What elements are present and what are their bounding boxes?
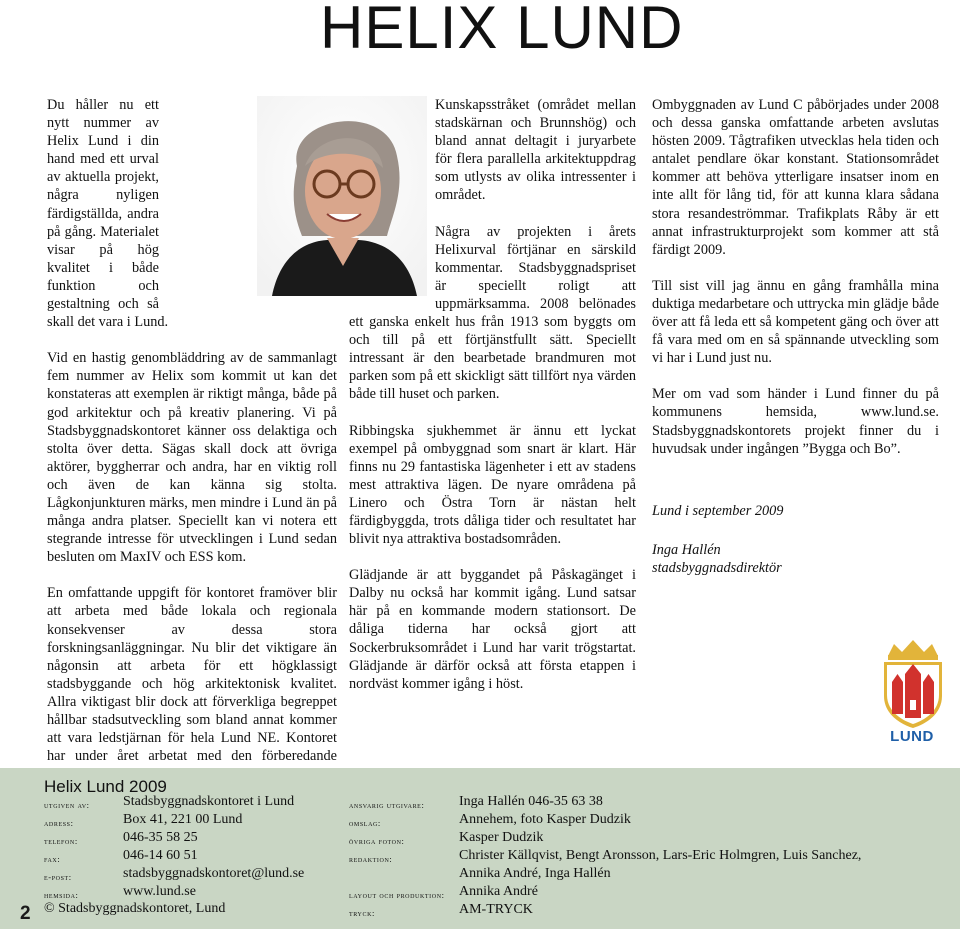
- paragraph: Kunskapsstråket (området mellan stadskärnan och Brunnshög) och bland annat deltagit i juryarbete för flera parallella arkitektuppdrag som utlysts av olika intressenter i området.: [435, 97, 636, 204]
- value-redaktion-cont: Annika André, Inga Hallén: [459, 866, 611, 881]
- colophon-title: Helix Lund 2009: [44, 777, 167, 796]
- label-telefon: telefon:: [44, 836, 78, 846]
- value-epost: stadsbyggnadskontoret@lund.se: [123, 866, 305, 881]
- paragraph: Ombyggnaden av Lund C påbörjades under 2008 och dessa ganska omfattande arbeten avslutas hösten 2009. Tågtrafiken utvecklas hela tiden och antalet pendlare ökar konstant. Stationsområdet kommer att behöva ytterligare insatser inom en inte allt för lång tid, för att kunna klara sådana stora resandeströmmar. Trafikplats Råby är ett annat infrastrukturprojekt som kommer att stå färdigt 2009.: [652, 97, 939, 258]
- label-hemsida: hemsida:: [44, 890, 79, 900]
- lund-logo-text: LUND: [890, 728, 934, 745]
- paragraph: Vid en hastig genombläddring av de sammanlagt fem nummer av Helix som kommit ut kan det konstateras att exemplen är riktigt många, både på god arkitektur och på kreativ planering. Vi på Stadsbyggnadskontoret känner oss delaktiga och stolta över detta. Sägas skall dock att övriga aktörer, byggherrar och andra, har en viktig roll och även de kan känna sig stolta. Lågkonjunkturen märks, men mindre i Lund än på många andra platser. Speciellt kan vi notera ett stegrande intresse för utvecklingen i Lund sedan besluten om MaxIV och ESS kom.: [47, 350, 337, 566]
- paragraph: Glädjande är att byggandet på Påskagänget i Dalby nu också har kommit igång. Lund satsar här på en kommande modern stationsort. De dåliga tiderna har också gjort att Sockerbruksområdet i Lund har varit trögstartat. Glädjande är därför också att första etappen i nordväst kommer igång i höst.: [349, 567, 636, 692]
- label-layout: layout och produktion:: [349, 890, 445, 900]
- paragraph: Mer om vad som händer i Lund finner du på kommunens hemsida, www.lund.se. Stadsbyggnadskontorets projekt finner du i huvudsak under ingången ”Bygga och Bo”.: [652, 386, 939, 457]
- page-title: HELIX LUND: [320, 0, 684, 61]
- label-redaktion: redaktion:: [349, 854, 393, 864]
- copyright: © Stadsbyggnadskontoret, Lund: [44, 901, 226, 916]
- value-tryck: AM-TRYCK: [459, 902, 533, 917]
- paragraph: Till sist vill jag ännu en gång framhålla mina duktiga medarbetare och uttrycka min glädje både över att få leda ett så kompetent gäng och över att få vara med om en så spännande utveckling som vi har i Lund just nu.: [652, 277, 939, 367]
- value-utgiven: Stadsbyggnadskontoret i Lund: [123, 794, 295, 809]
- value-omslag: Annehem, foto Kasper Dudzik: [459, 812, 631, 827]
- label-tryck: tryck:: [349, 908, 375, 918]
- dateline: Lund i september 2009: [652, 503, 784, 519]
- value-ovriga-foton: Kasper Dudzik: [459, 830, 544, 845]
- colophon: [0, 768, 960, 929]
- paragraph: Några av projekten i årets Helixurval förtjänar en särskild kommentar. Stadsbyggnadspriset är speciellt roligt att uppmärksamma. 2008 belönades ett ganska enkelt hus från 1913 som byggts om och till på ett förtjänstfullt sätt. Speciellt intressant är den bearbetade brandmuren mot parken som på ett skickligt sätt tillfört nya värden både till huset och parken.: [349, 223, 636, 403]
- paragraph: Du håller nu ett nytt nummer av Helix Lund i din hand med ett urval av aktuella projekt, några nyligen färdigställda, andra på gång. Materialet visar på hög kvalitet i både funktion och gestaltning och så skall det vara i Lund.: [47, 97, 169, 331]
- article-column-3: [652, 96, 939, 476]
- label-ovriga-foton: övriga foton:: [349, 836, 405, 846]
- value-adress: Box 41, 221 00 Lund: [123, 812, 243, 827]
- value-redaktion: Christer Källqvist, Bengt Aronsson, Lars-Eric Holmgren, Luis Sanchez,: [459, 848, 862, 863]
- label-fax: fax:: [44, 854, 61, 864]
- article-column-2: [349, 96, 636, 711]
- paragraph: En omfattande uppgift för kontoret framöver blir att arbeta med både lokala och regionala konsekvenser av dessa stora forskningsanläggningar. Nu blir det viktigare än någonsin att arbeta för ett högklassigt stadsbyggande och hög arkitektonisk kvalitet. Allra viktigast blir dock att förverkliga begreppet hållbar stadsutveckling som bland annat kommer att vara ledstjärnan för hela Lund NE. Kontoret har under året arbetat med den förberedande: [47, 585, 337, 765]
- paragraph: Ribbingska sjukhemmet är ännu ett lyckat exempel på ombyggnad som snart är klart. Här finns nu 29 fantastiska lägenheter i ett av stadens mest attraktiva lägen. De nyare områdena på Linero och Östra Torn är nästan helt färdigbyggda, trots dåliga tider och resultatet har blivit nya attraktiva bostadsområden.: [349, 422, 636, 548]
- label-omslag: omslag:: [349, 818, 381, 828]
- page-number: 2: [20, 903, 31, 924]
- value-telefon: 046-35 58 25: [123, 830, 198, 845]
- value-ansvarig: Inga Hallén 046-35 63 38: [459, 794, 603, 809]
- signature-title: stadsbyggnadsdirektör: [652, 560, 782, 576]
- label-utgiven: utgiven av:: [44, 800, 90, 810]
- signature-name: Inga Hallén: [652, 542, 721, 558]
- label-ansvarig: ansvarig utgivare:: [349, 800, 425, 810]
- label-epost: e-post:: [44, 872, 72, 882]
- value-layout: Annika André: [459, 884, 538, 899]
- value-fax: 046-14 60 51: [123, 848, 198, 863]
- value-hemsida: www.lund.se: [123, 884, 196, 899]
- label-adress: adress:: [44, 818, 74, 828]
